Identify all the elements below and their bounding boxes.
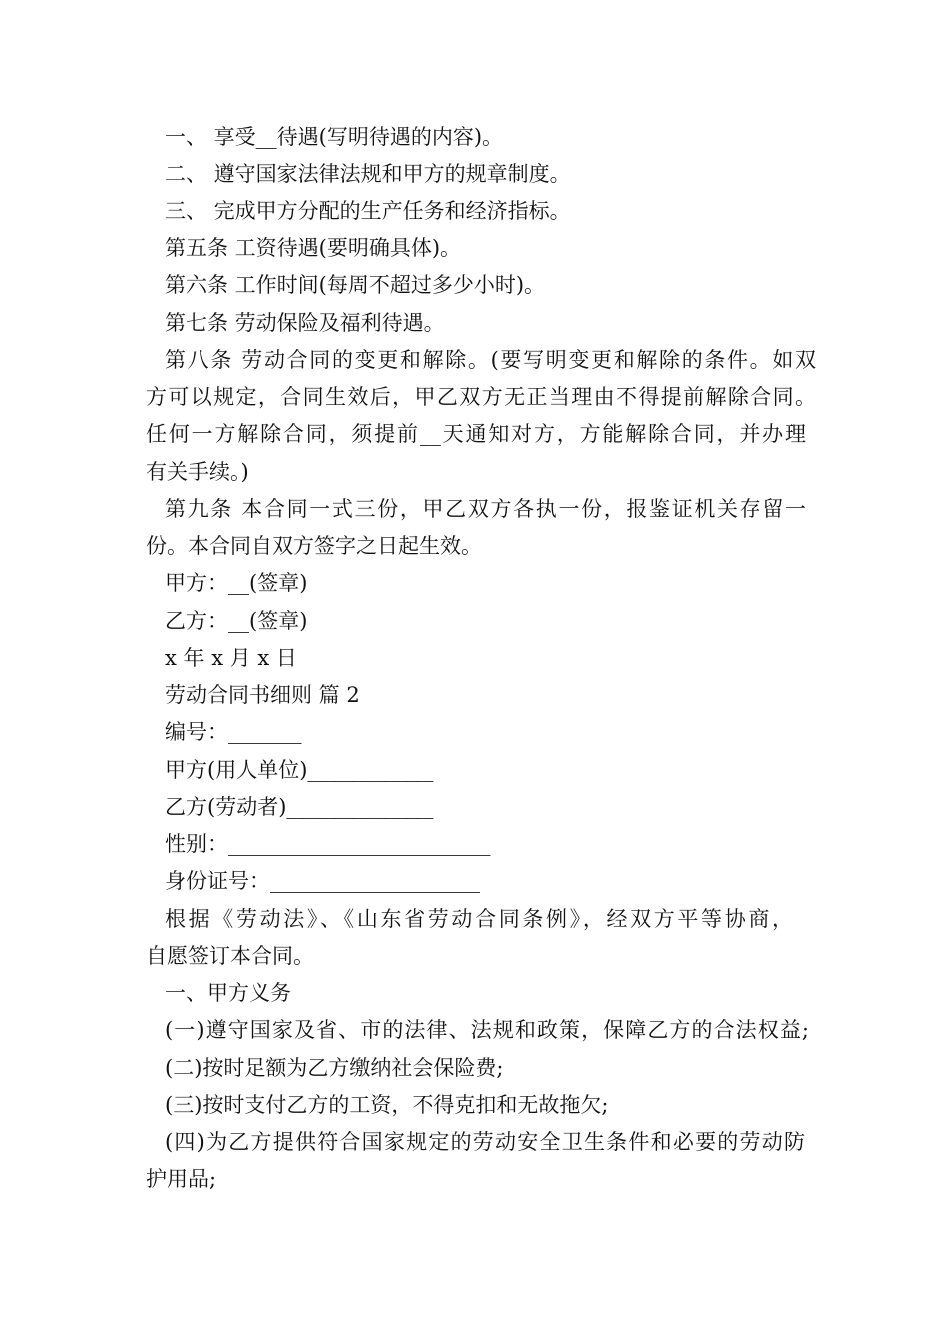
duty-item: (一)遵守国家及省、市的法律、法规和政策，保障乙方的合法权益; — [165, 1018, 809, 1042]
article-nine: 第九条 本合同一式三份，甲乙双方各执一份，报鉴证机关存留一 — [165, 497, 806, 521]
party-b-signature: 乙方：__(签章) — [165, 609, 308, 633]
party-a-signature: 甲方：__(签章) — [165, 571, 308, 595]
paragraph-line: 份。本合同自双方签字之日起生效。 — [146, 534, 482, 558]
party-a-employer: 甲方(用人单位)____________ — [165, 758, 434, 782]
duty-item: (二)按时足额为乙方缴纳社会保险费; — [165, 1056, 504, 1080]
clause-line: 三、 完成甲方分配的生产任务和经济指标。 — [165, 199, 571, 223]
paragraph-line: 任何一方解除合同，须提前__天通知对方，方能解除合同，并办理 — [146, 422, 806, 446]
contract-number: 编号：_______ — [165, 720, 302, 744]
article-five: 第五条 工资待遇(要明确具体)。 — [165, 236, 462, 260]
duty-item: (三)按时支付乙方的工资，不得克扣和无故拖欠; — [165, 1093, 609, 1117]
id-number-field: 身份证号：____________________ — [165, 869, 480, 893]
article-seven: 第七条 劳动保险及福利待遇。 — [165, 311, 445, 335]
party-b-employee: 乙方(劳动者)______________ — [165, 795, 434, 819]
date-line: x 年 x 月 x 日 — [165, 646, 297, 670]
preamble-line: 根据《劳动法》、《山东省劳动合同条例》，经双方平等协商， — [165, 907, 793, 931]
clause-line: 一、 享受__待遇(写明待遇的内容)。 — [165, 125, 504, 149]
paragraph-line: 有关手续。) — [146, 460, 249, 484]
section-title: 劳动合同书细则 篇 2 — [165, 683, 360, 707]
preamble-line: 自愿签订本合同。 — [146, 944, 314, 968]
paragraph-line: 方可以规定，合同生效后，甲乙双方无正当理由不得提前解除合同。 — [146, 385, 816, 409]
heading-employer-duties: 一、甲方义务 — [165, 981, 291, 1005]
duty-item: (四)为乙方提供符合国家规定的劳动安全卫生条件和必要的劳动防 — [165, 1130, 805, 1154]
duty-item-continued: 护用品; — [146, 1167, 217, 1191]
article-eight: 第八条 劳动合同的变更和解除。(要写明变更和解除的条件。如双 — [165, 348, 816, 372]
clause-line: 二、 遵守国家法律法规和甲方的规章制度。 — [165, 162, 571, 186]
article-six: 第六条 工作时间(每周不超过多少小时)。 — [165, 273, 546, 297]
gender-field: 性别：_________________________ — [165, 832, 491, 856]
